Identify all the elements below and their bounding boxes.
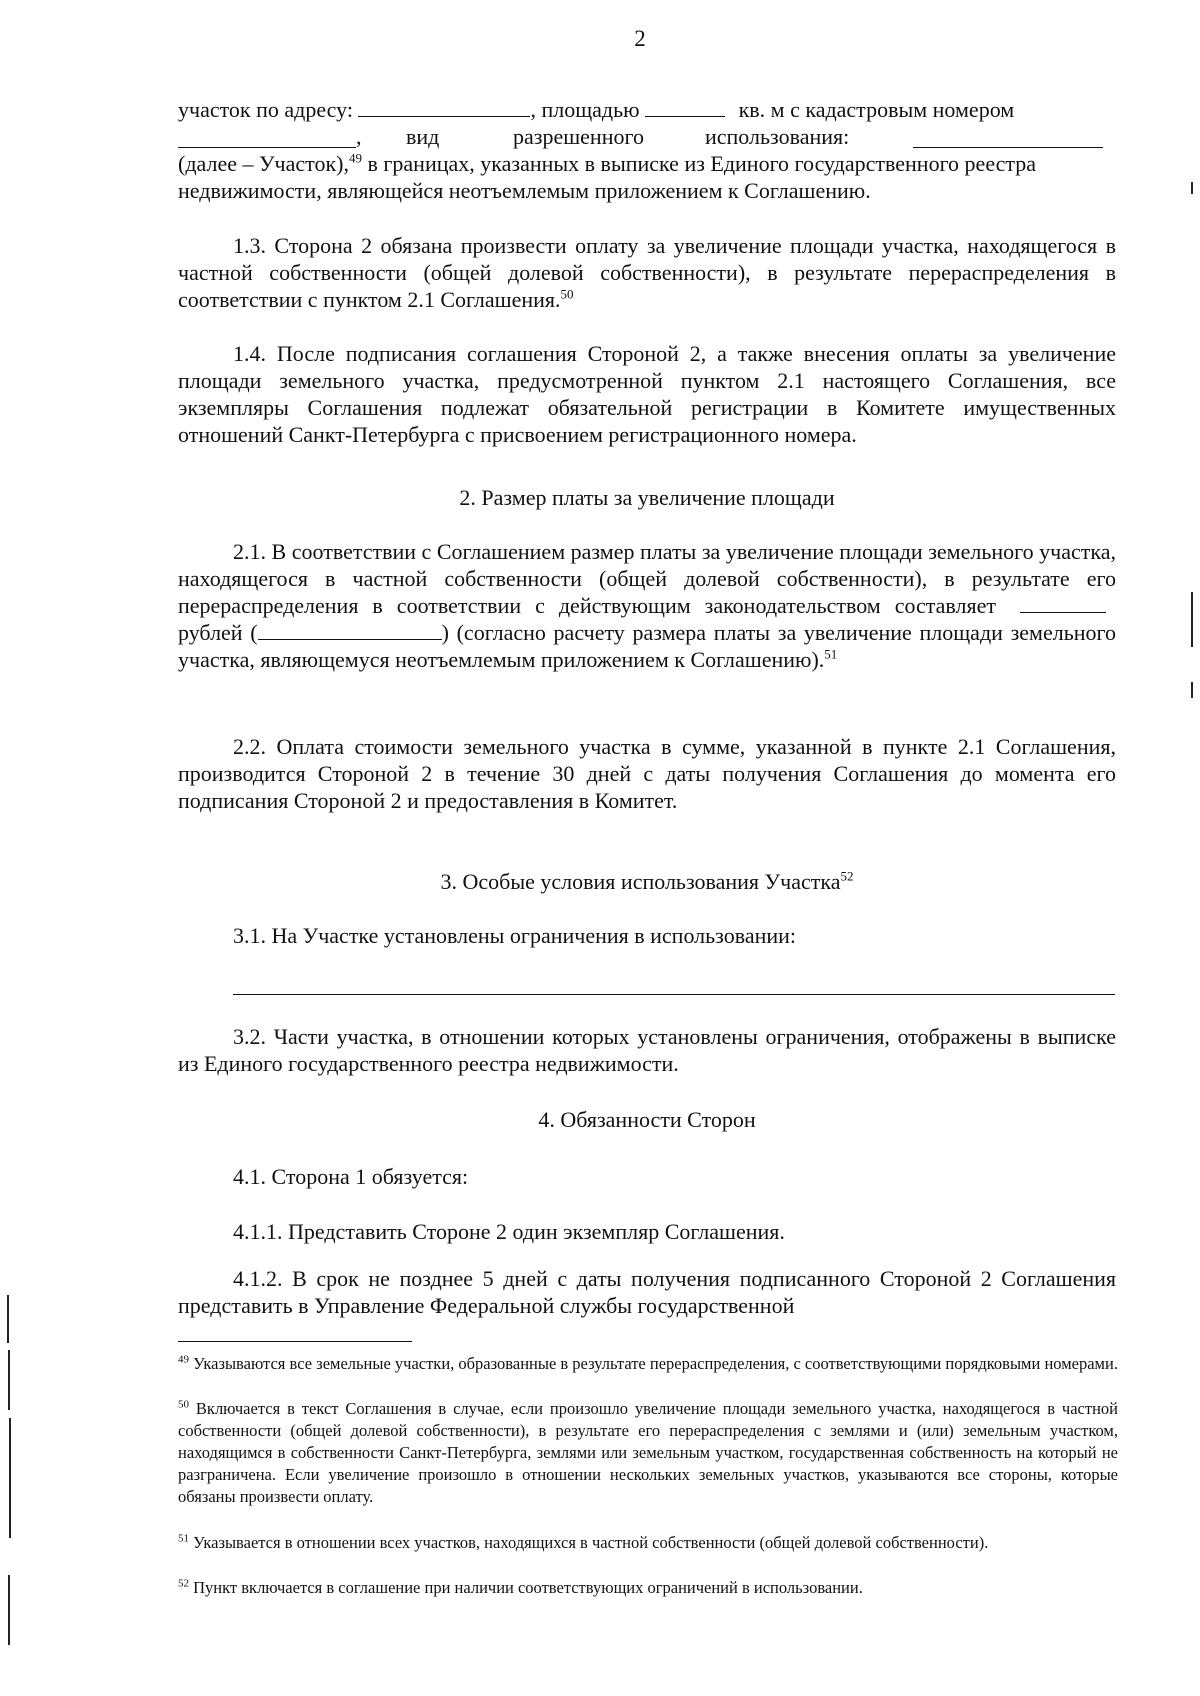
paragraph-1-3: 1.3. Сторона 2 обязана произвести оплату за увеличение площади участка, находящегося в частной собственности (общей долевой собственности), в результате перераспределения в соответствии с пунктом 2.1 Соглашения.$^{50}$	[178, 233, 1116, 312]
intro-line-1: участок по адресу: , площадью кв. м с кадастровым номером	[178, 97, 1015, 122]
paragraph-3-2: 3.2. Части участка, в отношении которых установлены ограничения, отображены в выписке из Единого государственного реестра недвижимости.	[178, 1024, 1116, 1076]
intro-paragraph	[178, 96, 1116, 204]
intro-line-4: недвижимости, являющейся неотъемлемым приложением к Соглашению.	[178, 178, 871, 203]
footnote-separator	[178, 1341, 412, 1342]
scan-edge-mark	[1191, 182, 1193, 194]
paragraph-4-1-1: 4.1.1. Представить Стороне 2 один экземпляр Соглашения.	[233, 1219, 785, 1244]
footnote-49: $^{49}$ Указываются все земельные участки, образованные в результате перераспределения, с соответствующими порядковыми номерами.	[178, 1353, 1118, 1373]
scan-edge-mark	[8, 1350, 10, 1410]
footnote-51: $^{51}$ Указывается в отношении всех участков, находящихся в частной собственности (общей долевой собственности).	[178, 1532, 989, 1552]
paragraph-4-1: 4.1. Сторона 1 обязуется:	[233, 1164, 469, 1189]
footnote-52: $^{52}$ Пункт включается в соглашение при наличии соответствующих ограничений в использовании.	[178, 1577, 863, 1597]
cadastral-blank	[178, 127, 356, 148]
paragraph-3-1: 3.1. На Участке установлены ограничения в использовании:	[233, 923, 797, 948]
paragraph-2-2: 2.2. Оплата стоимости земельного участка в сумме, указанной в пункте 2.1 Соглашения, производится Стороной 2 в течение 30 дней с даты получения Соглашения до момента его подписания Стороной 2 и предоставления в Комитет.	[178, 734, 1116, 813]
address-blank	[358, 96, 530, 117]
section-heading-2: 2. Размер платы за увеличение площади	[459, 485, 835, 510]
paragraph-2-1: 2.1. В соответствии с Соглашением размер платы за увеличение площади земельного участка, находящегося в частной собственности (общей долевой собственности), в результате его перераспределения в соответствии с действующим законодательством составляет рублей ( ) (согласно расчету размера платы за увеличение площади земельного участка, являющемуся неотъемлемым приложением к Соглашению).$^{51}$	[178, 539, 1116, 672]
scan-edge-mark	[7, 1295, 9, 1343]
intro-line-2: , вид разрешенного использования:	[178, 123, 1116, 150]
scan-edge-mark	[1191, 592, 1193, 647]
amount-number-blank	[1020, 592, 1106, 613]
restrictions-blank-line	[233, 994, 1115, 995]
scan-edge-mark	[9, 1418, 11, 1538]
paragraph-4-1-2: 4.1.2. В срок не позднее 5 дней с даты получения подписанного Стороной 2 Соглашения представить в Управление Федеральной службы государственной	[178, 1266, 1116, 1318]
page-number: 2	[634, 26, 646, 51]
paragraph-1-4: 1.4. После подписания соглашения Стороной 2, а также внесения оплаты за увеличение площади земельного участка, предусмотренной пунктом 2.1 настоящего Соглашения, все экземпляры Соглашения подлежат обязательной регистрации в Комитете имущественных отношений Санкт-Петербурга с присвоением регистрационного номера.	[178, 341, 1116, 447]
usage-blank	[913, 127, 1103, 148]
area-blank	[645, 96, 725, 117]
intro-line-3: (далее – Участок),$^{49}$ в границах, указанных в выписке из Единого государственного реестра	[178, 150, 1037, 176]
footnote-50: $^{50}$ Включается в текст Соглашения в случае, если произошло увеличение площади земельного участка, находящегося в частной собственности (общей долевой собственности), в результате его перераспределения с землями и (или) земельным участком, находящимся в собственности Санкт-Петербурга, землями или земельным участком, государственная собственность на который не разграничена. Если увеличение произошло в отношении нескольких земельных участков, указываются все стороны, которые обязаны произвести оплату.	[178, 1398, 1118, 1506]
section-heading-4: 4. Обязанности Сторон	[538, 1107, 756, 1132]
scan-edge-mark	[1191, 682, 1193, 698]
amount-words-blank	[258, 619, 442, 640]
scan-edge-mark	[8, 1575, 10, 1645]
section-heading-3: 3. Особые условия использования Участка$^{52}$	[440, 868, 854, 894]
